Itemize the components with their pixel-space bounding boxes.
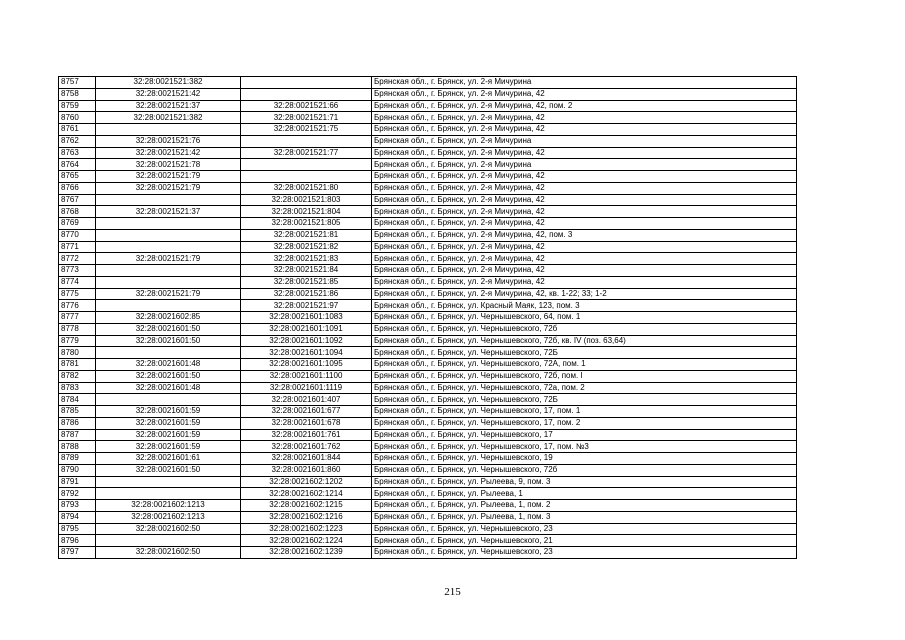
parcel-number-cell: 32:28:0021601:50 bbox=[96, 323, 241, 335]
parcel-number-cell bbox=[96, 194, 241, 206]
row-number-cell: 8784 bbox=[59, 394, 96, 406]
row-number-cell: 8791 bbox=[59, 476, 96, 488]
object-number-cell: 32:28:0021521:82 bbox=[241, 241, 372, 253]
address-cell: Брянская обл., г. Брянск, ул. Чернышевского, 23 bbox=[372, 523, 797, 535]
address-cell: Брянская обл., г. Брянск, ул. Чернышевского, 17, пом. №3 bbox=[372, 441, 797, 453]
parcel-number-cell bbox=[96, 394, 241, 406]
table-row bbox=[59, 288, 797, 300]
row-number-cell: 8780 bbox=[59, 347, 96, 359]
parcel-number-cell: 32:28:0021601:59 bbox=[96, 417, 241, 429]
parcel-number-cell bbox=[96, 229, 241, 241]
address-cell: Брянская обл., г. Брянск, ул. 2-я Мичурина, 42 bbox=[372, 265, 797, 277]
table-row bbox=[59, 464, 797, 476]
parcel-number-cell: 32:28:0021521:382 bbox=[96, 77, 241, 89]
row-number-cell: 8781 bbox=[59, 359, 96, 371]
object-number-cell: 32:28:0021602:1239 bbox=[241, 547, 372, 559]
object-number-cell: 32:28:0021601:1095 bbox=[241, 359, 372, 371]
table-row bbox=[59, 347, 797, 359]
row-number-cell: 8766 bbox=[59, 182, 96, 194]
object-number-cell: 32:28:0021601:1091 bbox=[241, 323, 372, 335]
row-number-cell: 8783 bbox=[59, 382, 96, 394]
address-cell: Брянская обл., г. Брянск, ул. Чернышевского, 72б, пом. I bbox=[372, 370, 797, 382]
table-row bbox=[59, 229, 797, 241]
object-number-cell: 32:28:0021602:1202 bbox=[241, 476, 372, 488]
row-number-cell: 8779 bbox=[59, 335, 96, 347]
address-cell: Брянская обл., г. Брянск, ул. 2-я Мичурина, 42 bbox=[372, 253, 797, 265]
row-number-cell: 8797 bbox=[59, 547, 96, 559]
parcel-number-cell: 32:28:0021521:76 bbox=[96, 135, 241, 147]
address-cell: Брянская обл., г. Брянск, ул. Чернышевского, 72А, пом. 1 bbox=[372, 359, 797, 371]
table-row bbox=[59, 523, 797, 535]
address-cell: Брянская обл., г. Брянск, ул. 2-я Мичурина, 42 bbox=[372, 276, 797, 288]
object-number-cell: 32:28:0021521:805 bbox=[241, 218, 372, 230]
address-cell: Брянская обл., г. Брянск, ул. Рылеева, 1, пом. 2 bbox=[372, 500, 797, 512]
object-number-cell: 32:28:0021602:1214 bbox=[241, 488, 372, 500]
row-number-cell: 8789 bbox=[59, 453, 96, 465]
address-cell: Брянская обл., г. Брянск, ул. Чернышевского, 72б, кв. IV (поз. 63,64) bbox=[372, 335, 797, 347]
parcel-number-cell: 32:28:0021602:50 bbox=[96, 547, 241, 559]
address-cell: Брянская обл., г. Брянск, ул. 2-я Мичурина, 42 bbox=[372, 147, 797, 159]
table-row bbox=[59, 476, 797, 488]
row-number-cell: 8769 bbox=[59, 218, 96, 230]
table-row bbox=[59, 276, 797, 288]
object-number-cell: 32:28:0021601:1119 bbox=[241, 382, 372, 394]
object-number-cell: 32:28:0021601:407 bbox=[241, 394, 372, 406]
parcel-number-cell: 32:28:0021521:79 bbox=[96, 253, 241, 265]
parcel-number-cell bbox=[96, 124, 241, 136]
object-number-cell: 32:28:0021601:761 bbox=[241, 429, 372, 441]
row-number-cell: 8792 bbox=[59, 488, 96, 500]
object-number-cell: 32:28:0021601:860 bbox=[241, 464, 372, 476]
address-cell: Брянская обл., г. Брянск, ул. 2-я Мичурина, 42 bbox=[372, 124, 797, 136]
parcel-number-cell bbox=[96, 300, 241, 312]
table-row bbox=[59, 359, 797, 371]
address-cell: Брянская обл., г. Брянск, ул. Чернышевского, 72Б bbox=[372, 394, 797, 406]
address-cell: Брянская обл., г. Брянск, ул. Чернышевского, 17 bbox=[372, 429, 797, 441]
parcel-number-cell: 32:28:0021601:59 bbox=[96, 429, 241, 441]
address-cell: Брянская обл., г. Брянск, ул. 2-я Мичурина, 42 bbox=[372, 171, 797, 183]
object-number-cell: 32:28:0021602:1223 bbox=[241, 523, 372, 535]
parcel-number-cell: 32:28:0021601:48 bbox=[96, 382, 241, 394]
row-number-cell: 8767 bbox=[59, 194, 96, 206]
address-cell: Брянская обл., г. Брянск, ул. 2-я Мичурина, 42, пом. 3 bbox=[372, 229, 797, 241]
address-cell: Брянская обл., г. Брянск, ул. Рылеева, 1 bbox=[372, 488, 797, 500]
parcel-number-cell: 32:28:0021602:1213 bbox=[96, 511, 241, 523]
table-row bbox=[59, 77, 797, 89]
parcel-number-cell: 32:28:0021601:59 bbox=[96, 406, 241, 418]
table-row bbox=[59, 147, 797, 159]
table-row bbox=[59, 488, 797, 500]
row-number-cell: 8785 bbox=[59, 406, 96, 418]
parcel-number-cell: 32:28:0021601:59 bbox=[96, 441, 241, 453]
address-cell: Брянская обл., г. Брянск, ул. Чернышевского, 72б bbox=[372, 323, 797, 335]
address-cell: Брянская обл., г. Брянск, ул. Чернышевского, 23 bbox=[372, 547, 797, 559]
parcel-number-cell: 32:28:0021521:79 bbox=[96, 182, 241, 194]
object-number-cell: 32:28:0021521:85 bbox=[241, 276, 372, 288]
table-row bbox=[59, 312, 797, 324]
parcel-number-cell: 32:28:0021601:50 bbox=[96, 370, 241, 382]
row-number-cell: 8793 bbox=[59, 500, 96, 512]
table-row bbox=[59, 441, 797, 453]
table-row bbox=[59, 417, 797, 429]
table-row bbox=[59, 265, 797, 277]
address-cell: Брянская обл., г. Брянск, ул. 2-я Мичурина bbox=[372, 159, 797, 171]
address-cell: Брянская обл., г. Брянск, ул. 2-я Мичурина, 42 bbox=[372, 112, 797, 124]
address-cell: Брянская обл., г. Брянск, ул. Рылеева, 1, пом. 3 bbox=[372, 511, 797, 523]
row-number-cell: 8777 bbox=[59, 312, 96, 324]
table-row bbox=[59, 206, 797, 218]
table-row bbox=[59, 429, 797, 441]
row-number-cell: 8776 bbox=[59, 300, 96, 312]
table-row bbox=[59, 382, 797, 394]
row-number-cell: 8760 bbox=[59, 112, 96, 124]
table-row bbox=[59, 171, 797, 183]
table-row bbox=[59, 500, 797, 512]
row-number-cell: 8763 bbox=[59, 147, 96, 159]
address-cell: Брянская обл., г. Брянск, ул. 2-я Мичурина bbox=[372, 77, 797, 89]
parcel-number-cell: 32:28:0021601:50 bbox=[96, 464, 241, 476]
parcel-number-cell: 32:28:0021521:79 bbox=[96, 171, 241, 183]
object-number-cell: 32:28:0021601:678 bbox=[241, 417, 372, 429]
row-number-cell: 8764 bbox=[59, 159, 96, 171]
table-row bbox=[59, 300, 797, 312]
parcel-number-cell bbox=[96, 218, 241, 230]
row-number-cell: 8757 bbox=[59, 77, 96, 89]
address-cell: Брянская обл., г. Брянск, ул. 2-я Мичурина, 42, пом. 2 bbox=[372, 100, 797, 112]
row-number-cell: 8775 bbox=[59, 288, 96, 300]
table-row bbox=[59, 124, 797, 136]
row-number-cell: 8759 bbox=[59, 100, 96, 112]
address-cell: Брянская обл., г. Брянск, ул. Рылеева, 9, пом. 3 bbox=[372, 476, 797, 488]
object-number-cell: 32:28:0021602:1216 bbox=[241, 511, 372, 523]
address-cell: Брянская обл., г. Брянск, ул. Чернышевского, 64, пом. 1 bbox=[372, 312, 797, 324]
parcel-number-cell: 32:28:0021601:50 bbox=[96, 335, 241, 347]
table-row bbox=[59, 88, 797, 100]
object-number-cell: 32:28:0021601:1083 bbox=[241, 312, 372, 324]
object-number-cell: 32:28:0021521:803 bbox=[241, 194, 372, 206]
row-number-cell: 8762 bbox=[59, 135, 96, 147]
object-number-cell: 32:28:0021521:71 bbox=[241, 112, 372, 124]
table-row bbox=[59, 511, 797, 523]
row-number-cell: 8796 bbox=[59, 535, 96, 547]
table-row bbox=[59, 394, 797, 406]
object-number-cell: 32:28:0021602:1224 bbox=[241, 535, 372, 547]
table-row bbox=[59, 100, 797, 112]
address-cell: Брянская обл., г. Брянск, ул. 2-я Мичурина, 42 bbox=[372, 241, 797, 253]
table-row bbox=[59, 159, 797, 171]
row-number-cell: 8771 bbox=[59, 241, 96, 253]
parcel-number-cell bbox=[96, 276, 241, 288]
parcel-number-cell: 32:28:0021521:78 bbox=[96, 159, 241, 171]
parcel-number-cell bbox=[96, 241, 241, 253]
row-number-cell: 8761 bbox=[59, 124, 96, 136]
parcel-number-cell bbox=[96, 488, 241, 500]
row-number-cell: 8778 bbox=[59, 323, 96, 335]
object-number-cell: 32:28:0021521:86 bbox=[241, 288, 372, 300]
address-cell: Брянская обл., г. Брянск, ул. 2-я Мичурина, 42 bbox=[372, 218, 797, 230]
table-row bbox=[59, 218, 797, 230]
address-cell: Брянская обл., г. Брянск, ул. Чернышевского, 19 bbox=[372, 453, 797, 465]
table-row bbox=[59, 547, 797, 559]
object-number-cell: 32:28:0021601:844 bbox=[241, 453, 372, 465]
table-row bbox=[59, 135, 797, 147]
parcel-number-cell bbox=[96, 476, 241, 488]
object-number-cell bbox=[241, 135, 372, 147]
address-cell: Брянская обл., г. Брянск, ул. 2-я Мичурина, 42 bbox=[372, 194, 797, 206]
object-number-cell: 32:28:0021601:762 bbox=[241, 441, 372, 453]
parcel-number-cell bbox=[96, 265, 241, 277]
parcel-number-cell: 32:28:0021601:61 bbox=[96, 453, 241, 465]
table-row bbox=[59, 335, 797, 347]
address-cell: Брянская обл., г. Брянск, ул. Чернышевского, 21 bbox=[372, 535, 797, 547]
row-number-cell: 8786 bbox=[59, 417, 96, 429]
object-number-cell: 32:28:0021521:66 bbox=[241, 100, 372, 112]
address-cell: Брянская обл., г. Брянск, ул. 2-я Мичурина, 42 bbox=[372, 88, 797, 100]
property-table bbox=[58, 76, 797, 559]
address-cell: Брянская обл., г. Брянск, ул. 2-я Мичурина, 42, кв. 1-22; 33; 1-2 bbox=[372, 288, 797, 300]
address-cell: Брянская обл., г. Брянск, ул. Чернышевского, 72а, пом. 2 bbox=[372, 382, 797, 394]
object-number-cell: 32:28:0021601:1094 bbox=[241, 347, 372, 359]
row-number-cell: 8787 bbox=[59, 429, 96, 441]
object-number-cell: 32:28:0021521:77 bbox=[241, 147, 372, 159]
object-number-cell: 32:28:0021521:81 bbox=[241, 229, 372, 241]
parcel-number-cell: 32:28:0021521:382 bbox=[96, 112, 241, 124]
parcel-number-cell: 32:28:0021521:42 bbox=[96, 147, 241, 159]
table-row bbox=[59, 112, 797, 124]
table-row bbox=[59, 182, 797, 194]
parcel-number-cell: 32:28:0021521:37 bbox=[96, 206, 241, 218]
table-row bbox=[59, 194, 797, 206]
row-number-cell: 8795 bbox=[59, 523, 96, 535]
table-row bbox=[59, 453, 797, 465]
parcel-number-cell: 32:28:0021602:50 bbox=[96, 523, 241, 535]
row-number-cell: 8774 bbox=[59, 276, 96, 288]
table-row bbox=[59, 535, 797, 547]
parcel-number-cell: 32:28:0021601:48 bbox=[96, 359, 241, 371]
row-number-cell: 8770 bbox=[59, 229, 96, 241]
parcel-number-cell: 32:28:0021521:42 bbox=[96, 88, 241, 100]
row-number-cell: 8773 bbox=[59, 265, 96, 277]
row-number-cell: 8772 bbox=[59, 253, 96, 265]
object-number-cell: 32:28:0021601:1100 bbox=[241, 370, 372, 382]
table-row bbox=[59, 323, 797, 335]
address-cell: Брянская обл., г. Брянск, ул. Чернышевского, 17, пом. 1 bbox=[372, 406, 797, 418]
row-number-cell: 8758 bbox=[59, 88, 96, 100]
parcel-number-cell bbox=[96, 347, 241, 359]
row-number-cell: 8782 bbox=[59, 370, 96, 382]
parcel-number-cell: 32:28:0021521:37 bbox=[96, 100, 241, 112]
address-cell: Брянская обл., г. Брянск, ул. Чернышевского, 17, пом. 2 bbox=[372, 417, 797, 429]
table-row bbox=[59, 370, 797, 382]
object-number-cell bbox=[241, 159, 372, 171]
property-table-body bbox=[59, 77, 797, 559]
object-number-cell: 32:28:0021601:677 bbox=[241, 406, 372, 418]
row-number-cell: 8794 bbox=[59, 511, 96, 523]
object-number-cell: 32:28:0021521:75 bbox=[241, 124, 372, 136]
parcel-number-cell: 32:28:0021602:85 bbox=[96, 312, 241, 324]
address-cell: Брянская обл., г. Брянск, ул. Чернышевского, 72Б bbox=[372, 347, 797, 359]
object-number-cell bbox=[241, 77, 372, 89]
object-number-cell bbox=[241, 171, 372, 183]
address-cell: Брянская обл., г. Брянск, ул. 2-я Мичурина, 42 bbox=[372, 206, 797, 218]
parcel-number-cell: 32:28:0021521:79 bbox=[96, 288, 241, 300]
table-row bbox=[59, 241, 797, 253]
object-number-cell: 32:28:0021601:1092 bbox=[241, 335, 372, 347]
object-number-cell: 32:28:0021521:84 bbox=[241, 265, 372, 277]
address-cell: Брянская обл., г. Брянск, ул. Красный Маяк, 123, пом. 3 bbox=[372, 300, 797, 312]
row-number-cell: 8790 bbox=[59, 464, 96, 476]
address-cell: Брянская обл., г. Брянск, ул. 2-я Мичурина bbox=[372, 135, 797, 147]
object-number-cell: 32:28:0021521:97 bbox=[241, 300, 372, 312]
table-row bbox=[59, 253, 797, 265]
object-number-cell: 32:28:0021521:83 bbox=[241, 253, 372, 265]
object-number-cell bbox=[241, 88, 372, 100]
table-row bbox=[59, 406, 797, 418]
address-cell: Брянская обл., г. Брянск, ул. Чернышевского, 72б bbox=[372, 464, 797, 476]
row-number-cell: 8788 bbox=[59, 441, 96, 453]
object-number-cell: 32:28:0021521:80 bbox=[241, 182, 372, 194]
object-number-cell: 32:28:0021521:804 bbox=[241, 206, 372, 218]
address-cell: Брянская обл., г. Брянск, ул. 2-я Мичурина, 42 bbox=[372, 182, 797, 194]
parcel-number-cell: 32:28:0021602:1213 bbox=[96, 500, 241, 512]
page-number: 215 bbox=[444, 586, 461, 598]
object-number-cell: 32:28:0021602:1215 bbox=[241, 500, 372, 512]
parcel-number-cell bbox=[96, 535, 241, 547]
row-number-cell: 8765 bbox=[59, 171, 96, 183]
row-number-cell: 8768 bbox=[59, 206, 96, 218]
